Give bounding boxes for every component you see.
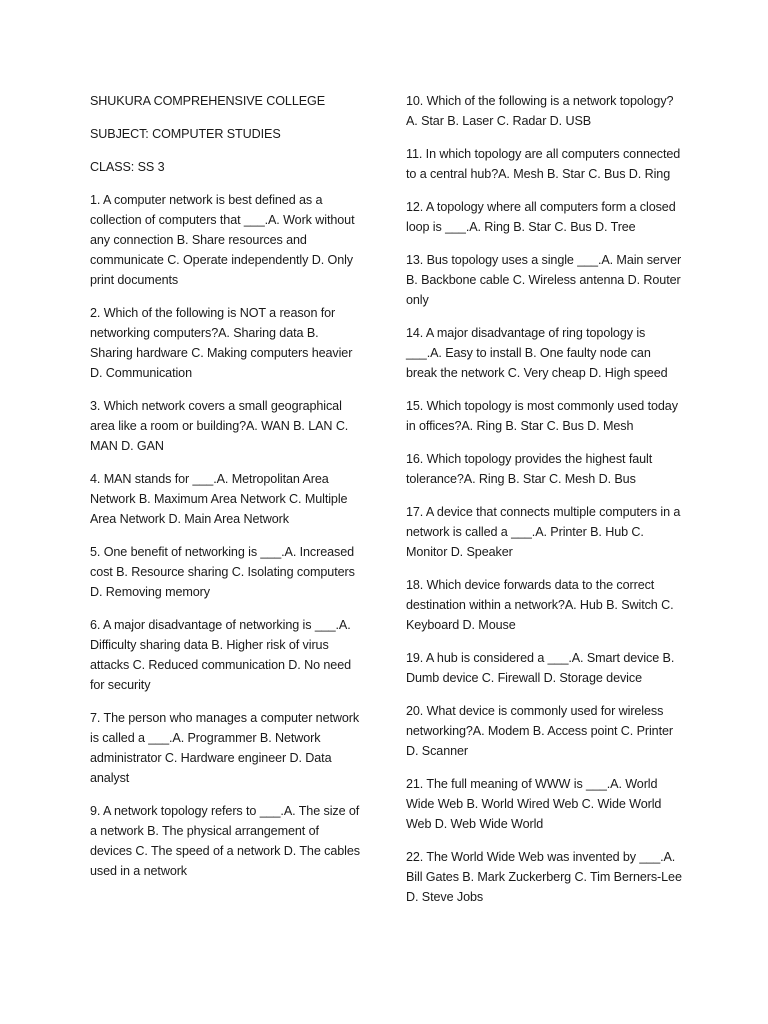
right-column [406,91,682,920]
question-5: 5. One benefit of networking is ___.A. Increased cost B. Resource sharing C. Isolating computers D. Removing memory [90,545,355,599]
question-9: 9. A network topology refers to ___.A. The size of a network B. The physical arrangement of devices C. The speed of a network D. The cables used in a network [90,804,360,878]
question-12: 12. A topology where all computers form a closed loop is ___.A. Ring B. Star C. Bus D. Tree [406,200,676,234]
question-15: 15. Which topology is most commonly used today in offices?A. Ring B. Star C. Bus D. Mesh [406,399,678,433]
question-14: 14. A major disadvantage of ring topology is ___.A. Easy to install B. One faulty node can break the network C. Very cheap D. High speed [406,326,668,380]
left-column [90,91,362,894]
question-17: 17. A device that connects multiple computers in a network is called a ___.A. Printer B. Hub C. Monitor D. Speaker [406,505,681,559]
question-19: 19. A hub is considered a ___.A. Smart device B. Dumb device C. Firewall D. Storage device [406,651,675,685]
question-20: 20. What device is commonly used for wireless networking?A. Modem B. Access point C. Printer D. Scanner [406,704,673,758]
subject-line: SUBJECT: COMPUTER STUDIES [90,127,281,141]
question-21: 21. The full meaning of WWW is ___.A. World Wide Web B. World Wired Web C. Wide World Web D. Web Wide World [406,777,662,831]
question-10: 10. Which of the following is a network topology?A. Star B. Laser C. Radar D. USB [406,94,674,128]
question-1: 1. A computer network is best defined as a collection of computers that ___.A. Work without any connection B. Share resources and communicate C. Operate independently D. Only print documents [90,193,355,287]
question-18: 18. Which device forwards data to the correct destination within a network?A. Hub B. Switch C. Keyboard D. Mouse [406,578,674,632]
question-7: 7. The person who manages a computer network is called a ___.A. Programmer B. Network administrator C. Hardware engineer D. Data analyst [90,711,360,785]
question-11: 11. In which topology are all computers connected to a central hub?A. Mesh B. Star C. Bus D. Ring [406,147,681,181]
question-4: 4. MAN stands for ___.A. Metropolitan Area Network B. Maximum Area Network C. Multiple Area Network D. Main Area Network [90,472,348,526]
class-line: CLASS: SS 3 [90,160,165,174]
question-3: 3. Which network covers a small geographical area like a room or building?A. WAN B. LAN C. MAN D. GAN [90,399,349,453]
question-16: 16. Which topology provides the highest fault tolerance?A. Ring B. Star C. Mesh D. Bus [406,452,653,486]
question-6: 6. A major disadvantage of networking is ___.A. Difficulty sharing data B. Higher risk of virus attacks C. Reduced communication D. No need for security [90,618,351,692]
school-name: SHUKURA COMPREHENSIVE COLLEGE [90,94,326,108]
question-22: 22. The World Wide Web was invented by ___.A. Bill Gates B. Mark Zuckerberg C. Tim Berners-Lee D. Steve Jobs [406,850,682,904]
question-2: 2. Which of the following is NOT a reason for networking computers?A. Sharing data B. Sharing hardware C. Making computers heavier D. Communication [90,306,353,380]
question-13: 13. Bus topology uses a single ___.A. Main server B. Backbone cable C. Wireless antenna D. Router only [406,253,682,307]
